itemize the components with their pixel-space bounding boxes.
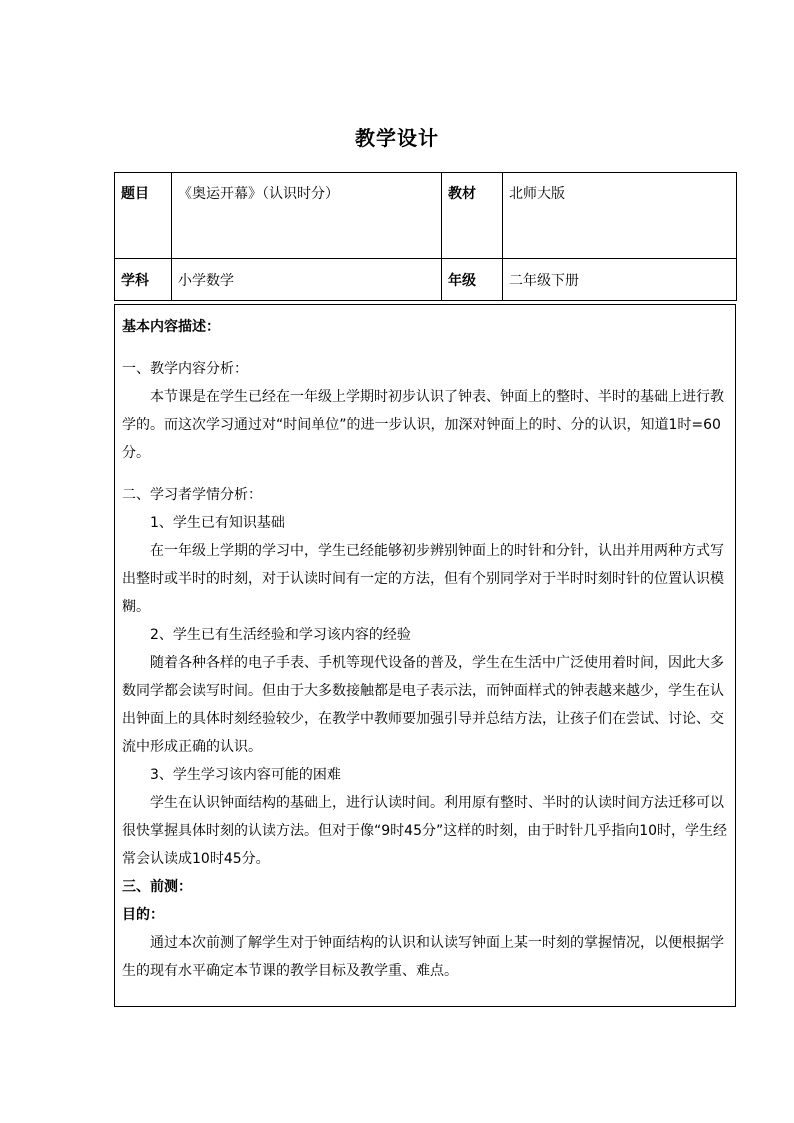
topic-value: 《奥运开幕》（认识时分）	[172, 173, 442, 259]
subject-value: 小学数学	[172, 259, 442, 301]
sub1-paragraph: 在一年级上学期的学习中，学生已经能够初步辨别钟面上的时针和分针，认出并用两种方式写出整时或半时的时刻，对于认读时间有一定的方法，但有个别同学对于半时时刻时针的位置认识模糊。	[122, 543, 724, 615]
textbook-value: 北师大版	[503, 173, 737, 259]
grade-value: 二年级下册	[503, 259, 737, 301]
spacer	[122, 341, 729, 355]
content-heading: 基本内容描述：	[122, 319, 220, 335]
purpose-paragraph: 通过本次前测了解学生对于钟面结构的认识和认读写钟面上某一时刻的掌握情况，以便根据学生的现有水平确定本节课的教学目标及教学重、难点。	[122, 935, 724, 979]
info-table	[114, 172, 737, 301]
sub1-title: 1、学生已有知识基础	[150, 515, 285, 531]
section3-title: 三、前测：	[122, 879, 192, 895]
subject-label: 学科	[115, 259, 172, 301]
content-box	[114, 304, 736, 1007]
textbook-label: 教材	[442, 173, 503, 259]
section1-title: 一、教学内容分析：	[122, 361, 248, 377]
spacer	[122, 467, 729, 481]
sub3-title: 3、学生学习该内容可能的困难	[150, 767, 341, 783]
section2-title: 二、学习者学情分析：	[122, 487, 262, 503]
sub2-title: 2、学生已有生活经验和学习该内容的经验	[150, 627, 411, 643]
purpose-label: 目的：	[122, 907, 164, 923]
section1-paragraph: 本节课是在学生已经在一年级上学期时初步认识了钟表、钟面上的整时、半时的基础上进行教学的。而这次学习通过对“时间单位”的进一步认识，加深对钟面上的时、分的认识，知道1时=60分。	[122, 389, 724, 461]
topic-label: 题目	[115, 173, 172, 259]
info-row-subject	[115, 259, 737, 301]
grade-label: 年级	[442, 259, 503, 301]
sub2-paragraph: 随着各种各样的电子手表、手机等现代设备的普及，学生在生活中广泛使用着时间，因此大多数同学都会读写时间。但由于大多数接触都是电子表示法，而钟面样式的钟表越来越少，学生在认出钟面上的具体时刻经验较少，在教学中教师要加强引导并总结方法，让孩子们在尝试、讨论、交流中形成正确的认识。	[122, 655, 724, 755]
info-row-topic	[115, 173, 737, 259]
sub3-paragraph: 学生在认识钟面结构的基础上，进行认读时间。利用原有整时、半时的认读时间方法迁移可以很快掌握具体时刻的认读方法。但对于像“9时45分”这样的时刻，由于时针几乎指向10时，学生经常会认读成10时45分。	[122, 795, 728, 867]
document-title: 教学设计	[355, 126, 439, 150]
